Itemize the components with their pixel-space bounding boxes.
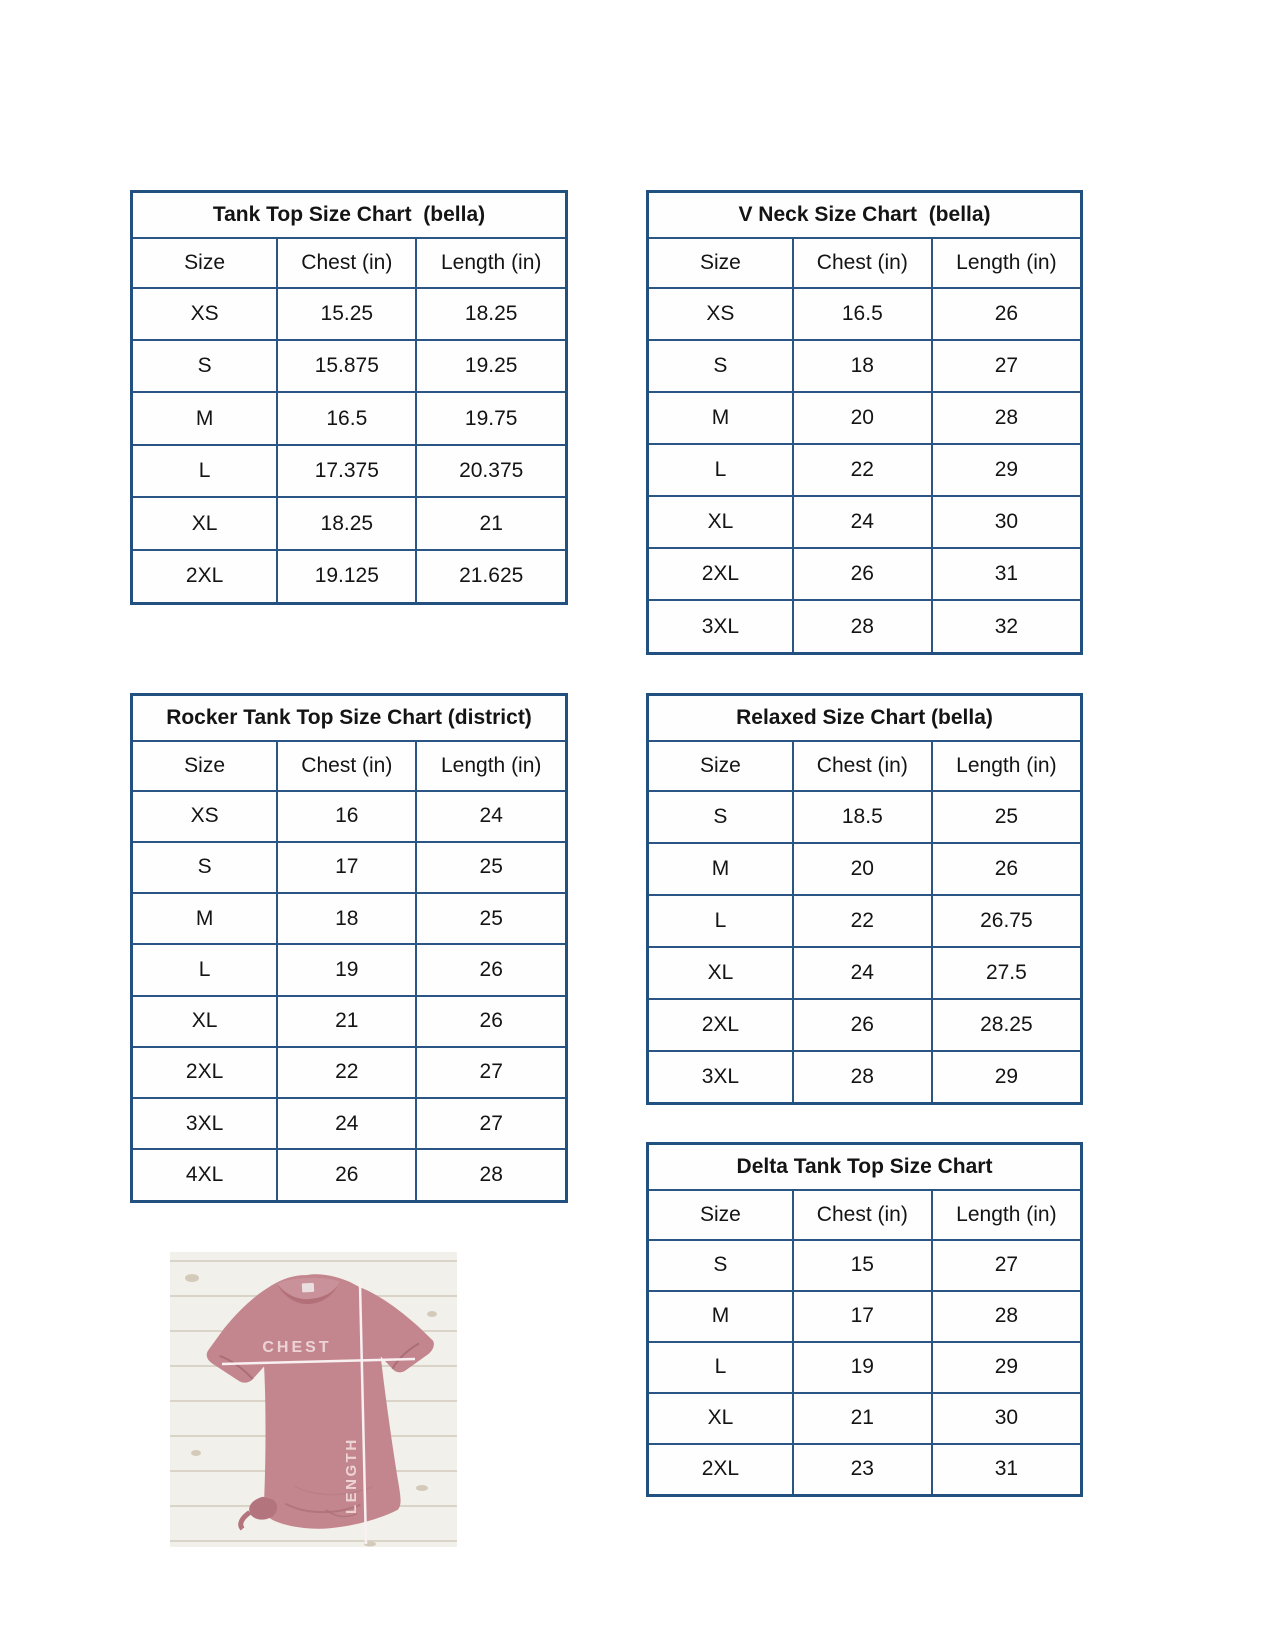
length-cell: 30 [932, 496, 1082, 548]
size-cell: S [132, 340, 278, 392]
table-row [132, 550, 567, 604]
chest-cell: 24 [793, 496, 932, 548]
table-header-row [648, 1190, 1082, 1240]
chest-cell: 17 [277, 842, 416, 893]
size-cell: S [648, 340, 793, 392]
table-title-row [132, 695, 567, 741]
size-cell: XL [648, 1393, 793, 1444]
size-cell: S [132, 842, 278, 893]
table-title: Tank Top Size Chart (bella) [132, 192, 567, 238]
table-row [132, 791, 567, 842]
size-cell: XS [132, 791, 278, 842]
size-cell: XL [132, 996, 278, 1047]
table-row [132, 996, 567, 1047]
chest-cell: 22 [793, 895, 932, 947]
column-header: Size [648, 238, 793, 288]
length-cell: 19.75 [416, 392, 566, 444]
length-cell: 29 [932, 1051, 1082, 1104]
relaxed-size-table [646, 693, 1083, 1105]
chest-label: CHEST [262, 1339, 332, 1356]
delta-tank-size-table [646, 1142, 1083, 1497]
table-title: Rocker Tank Top Size Chart (district) [132, 695, 567, 741]
table-row [648, 444, 1082, 496]
table-row [648, 1444, 1082, 1496]
chest-cell: 15.875 [277, 340, 416, 392]
size-cell: 3XL [648, 1051, 793, 1104]
size-cell: 3XL [648, 600, 793, 653]
length-cell: 26 [932, 843, 1082, 895]
length-label: LENGTH [343, 1437, 360, 1514]
length-cell: 21.625 [416, 550, 566, 604]
column-header: Length (in) [932, 1190, 1082, 1240]
table-title-row [648, 192, 1082, 238]
size-cell: XS [132, 288, 278, 340]
size-cell: 3XL [132, 1098, 278, 1149]
size-cell: 2XL [132, 550, 278, 604]
column-header: Size [132, 238, 278, 288]
column-header: Size [648, 1190, 793, 1240]
chest-cell: 18.5 [793, 791, 932, 843]
table-row [648, 999, 1082, 1051]
chest-cell: 18.25 [277, 497, 416, 549]
length-cell: 24 [416, 791, 566, 842]
table-title: V Neck Size Chart (bella) [648, 192, 1082, 238]
length-cell: 26 [416, 996, 566, 1047]
chest-cell: 28 [793, 1051, 932, 1104]
length-cell: 28 [416, 1149, 566, 1201]
length-cell: 26 [416, 944, 566, 995]
table-row [648, 1240, 1082, 1291]
neck-tag [302, 1283, 314, 1293]
length-cell: 32 [932, 600, 1082, 653]
table-title-row [648, 695, 1082, 741]
table-row [132, 497, 567, 549]
table-title-row [648, 1144, 1082, 1190]
size-cell: XL [132, 497, 278, 549]
size-cell: M [648, 843, 793, 895]
size-cell: S [648, 791, 793, 843]
chest-cell: 26 [793, 999, 932, 1051]
column-header: Chest (in) [793, 238, 932, 288]
table-header-row [648, 238, 1082, 288]
length-cell: 25 [932, 791, 1082, 843]
table-row [648, 600, 1082, 653]
length-cell: 26.75 [932, 895, 1082, 947]
column-header: Chest (in) [277, 741, 416, 791]
chest-cell: 24 [793, 947, 932, 999]
length-cell: 28 [932, 1291, 1082, 1342]
table-header-row [132, 238, 567, 288]
size-cell: L [648, 895, 793, 947]
length-cell: 18.25 [416, 288, 566, 340]
table-row [648, 947, 1082, 999]
table-row [132, 445, 567, 497]
table-row [648, 843, 1082, 895]
size-table [130, 190, 568, 605]
size-cell: S [648, 1240, 793, 1291]
chest-cell: 18 [277, 893, 416, 944]
chest-cell: 23 [793, 1444, 932, 1496]
size-table [646, 190, 1083, 655]
table-header-row [132, 741, 567, 791]
length-cell: 19.25 [416, 340, 566, 392]
chest-cell: 22 [277, 1047, 416, 1098]
chest-cell: 21 [793, 1393, 932, 1444]
chest-cell: 19 [793, 1342, 932, 1393]
chest-cell: 28 [793, 600, 932, 653]
length-cell: 25 [416, 842, 566, 893]
size-cell: L [132, 445, 278, 497]
size-cell: XS [648, 288, 793, 340]
column-header: Length (in) [416, 741, 566, 791]
chest-cell: 20 [793, 843, 932, 895]
length-cell: 31 [932, 548, 1082, 600]
length-cell: 26 [932, 288, 1082, 340]
chest-cell: 21 [277, 996, 416, 1047]
table-row [648, 1291, 1082, 1342]
chest-cell: 16.5 [277, 392, 416, 444]
length-cell: 20.375 [416, 445, 566, 497]
chest-cell: 18 [793, 340, 932, 392]
chest-cell: 16 [277, 791, 416, 842]
table-row [132, 288, 567, 340]
length-cell: 21 [416, 497, 566, 549]
shirt-measurement-illustration [170, 1252, 457, 1547]
table-row [132, 842, 567, 893]
size-table [130, 693, 568, 1203]
table-row [132, 340, 567, 392]
table-row [648, 1051, 1082, 1104]
size-cell: 2XL [132, 1047, 278, 1098]
rocker-tank-size-table [130, 693, 568, 1203]
size-cell: 4XL [132, 1149, 278, 1201]
table-title-row [132, 192, 567, 238]
table-row [648, 288, 1082, 340]
length-cell: 27 [932, 1240, 1082, 1291]
table-row [648, 340, 1082, 392]
chest-cell: 19 [277, 944, 416, 995]
length-cell: 29 [932, 444, 1082, 496]
table-header-row [648, 741, 1082, 791]
column-header: Chest (in) [793, 1190, 932, 1240]
table-row [132, 944, 567, 995]
column-header: Size [648, 741, 793, 791]
table-row [132, 1149, 567, 1201]
length-cell: 28 [932, 392, 1082, 444]
table-title: Delta Tank Top Size Chart [648, 1144, 1082, 1190]
size-cell: M [648, 392, 793, 444]
size-cell: L [648, 1342, 793, 1393]
size-cell: M [132, 893, 278, 944]
column-header: Length (in) [932, 741, 1082, 791]
size-cell: XL [648, 496, 793, 548]
column-header: Chest (in) [793, 741, 932, 791]
column-header: Size [132, 741, 278, 791]
chest-cell: 22 [793, 444, 932, 496]
length-cell: 28.25 [932, 999, 1082, 1051]
length-cell: 29 [932, 1342, 1082, 1393]
length-cell: 31 [932, 1444, 1082, 1496]
chest-cell: 17 [793, 1291, 932, 1342]
length-cell: 27 [416, 1098, 566, 1149]
table-row [648, 791, 1082, 843]
length-cell: 27 [932, 340, 1082, 392]
column-header: Length (in) [932, 238, 1082, 288]
chest-cell: 16.5 [793, 288, 932, 340]
table-row [648, 496, 1082, 548]
table-row [648, 895, 1082, 947]
chest-cell: 26 [793, 548, 932, 600]
table-row [648, 1393, 1082, 1444]
size-table [646, 1142, 1083, 1497]
length-cell: 27.5 [932, 947, 1082, 999]
chest-cell: 20 [793, 392, 932, 444]
length-cell: 25 [416, 893, 566, 944]
size-cell: L [648, 444, 793, 496]
table-row [648, 548, 1082, 600]
table-row [648, 392, 1082, 444]
size-table [646, 693, 1083, 1105]
shirt-measurement-photo [170, 1252, 457, 1547]
table-row [648, 1342, 1082, 1393]
size-cell: 2XL [648, 999, 793, 1051]
chest-cell: 24 [277, 1098, 416, 1149]
size-cell: 2XL [648, 1444, 793, 1496]
length-cell: 27 [416, 1047, 566, 1098]
column-header: Chest (in) [277, 238, 416, 288]
size-cell: L [132, 944, 278, 995]
column-header: Length (in) [416, 238, 566, 288]
chest-cell: 15 [793, 1240, 932, 1291]
tank-top-size-table [130, 190, 568, 605]
length-cell: 30 [932, 1393, 1082, 1444]
table-title: Relaxed Size Chart (bella) [648, 695, 1082, 741]
size-cell: 2XL [648, 548, 793, 600]
chest-cell: 19.125 [277, 550, 416, 604]
table-row [132, 893, 567, 944]
chest-cell: 15.25 [277, 288, 416, 340]
size-cell: M [132, 392, 278, 444]
v-neck-size-table [646, 190, 1083, 655]
table-row [132, 1047, 567, 1098]
chest-cell: 26 [277, 1149, 416, 1201]
chest-cell: 17.375 [277, 445, 416, 497]
size-cell: XL [648, 947, 793, 999]
table-row [132, 392, 567, 444]
size-cell: M [648, 1291, 793, 1342]
table-row [132, 1098, 567, 1149]
